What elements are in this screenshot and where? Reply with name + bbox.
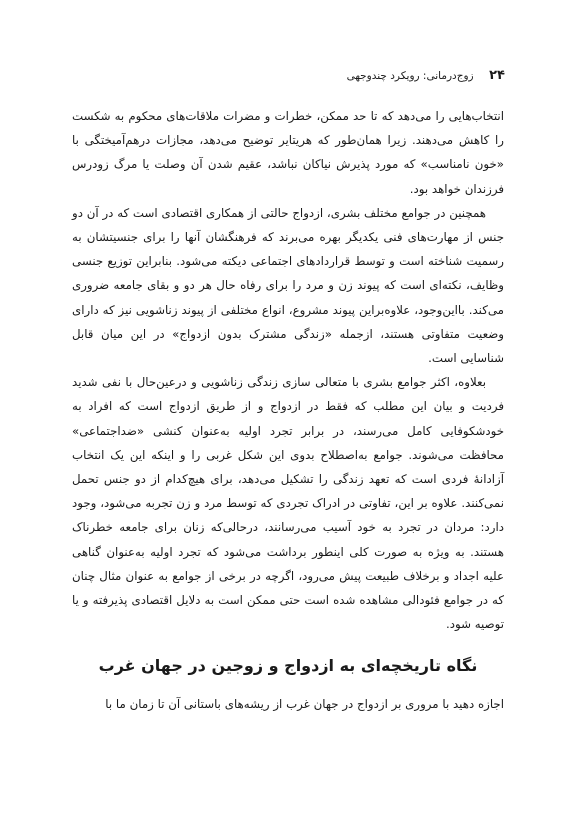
body-text [72, 104, 504, 636]
paragraph-economic-cooperation: همچنین در جوامع مختلف بشری، ازدواج حالتی از همکاری اقتصادی است که در آن دو جنس از مهارت‌های فنی یکدیگر بهره می‌برند که فرهنگشان آنها را برای جنسیتشان به رسمیت شناخته است و توسط قراردادهای اجتماعی دیکته می‌شود. بنابراین توزیع جنسی وظایف، نکته‌ای است که پیوند زن و مرد را برای رفاه حال هر دو و بقای جامعه ضروری می‌کند. بااین‌وجود، علاوه‌براین پیوند مشروع، انواع مختلفی از پیوند زناشویی نیز که دارای وضعیت متفاوتی هستند، ازجمله «زندگی مشترک بدون ازدواج» در این میان قابل شناسایی است. [72, 205, 504, 366]
section-heading: نگاه تاریخچه‌ای به ازدواج و زوجین در جهان غرب [98, 656, 478, 675]
paragraph-after-heading: اجازه دهید با مروری بر ازدواج در جهان غرب از ریشه‌های باستانی آن تا زمان ما با [105, 697, 504, 711]
paragraph-celibacy: بعلاوه، اکثر جوامع بشری با متعالی سازی زندگی زناشویی و درعین‌حال با نفی شدید فردیت و بیان این مطلب که فقط در ازدواج و از طریق ازدواج است که افراد به خودشکوفایی کامل می‌رسند، در برابر تجرد اولیه به‌عنوان کنشی «ضداجتماعی» محافظت می‌شوند. جوامع به‌اصطلاح بدوی این شکل غربی را و اینکه این یک انتخاب آزادانهٔ فردی است که تعهد زندگی را تشکیل می‌دهد، برای هیچ‌کدام از دو جنس تحمل نمی‌کنند. علاوه بر این، تفاوتی در ادراک تجردی که توسط مرد و زن تجربه می‌شود، وجود دارد: مردان در تجرد به خود آسیب می‌رسانند، درحالی‌که زنان برای جامعه خطرناک هستند. به ویژه به صورت کلی اینطور برداشت می‌شود که تجرد اولیه به‌عنوان گناهی علیه اجداد و برخلاف طبیعت پیش می‌رود، اگرچه در برخی از جوامع به عنوان مثال چنان که در جوامع فئودالی مشاهده شده است حتی ممکن است به دلایل اقتصادی پذیرفته و یا توصیه شود. [72, 375, 504, 632]
running-header [72, 66, 505, 86]
paragraph-continued: انتخاب‌هایی را می‌دهد که تا حد ممکن، خطرات و مضرات ملاقات‌های محکوم به شکست را کاهش می‌دهند. زیرا همان‌طور که هریتایر توضیح می‌دهد، مجازات درهم‌آمیختگی با «خون نامناسب» که مورد پذیرش نیاکان نباشد، عقیم شدن آن وصلت یا مرگ زودرس فرزندان خواهد بود. [72, 109, 504, 196]
book-title: زوج‌درمانی: رویکرد چندوجهی [346, 70, 474, 82]
page-number: ۲۴ [489, 68, 505, 83]
